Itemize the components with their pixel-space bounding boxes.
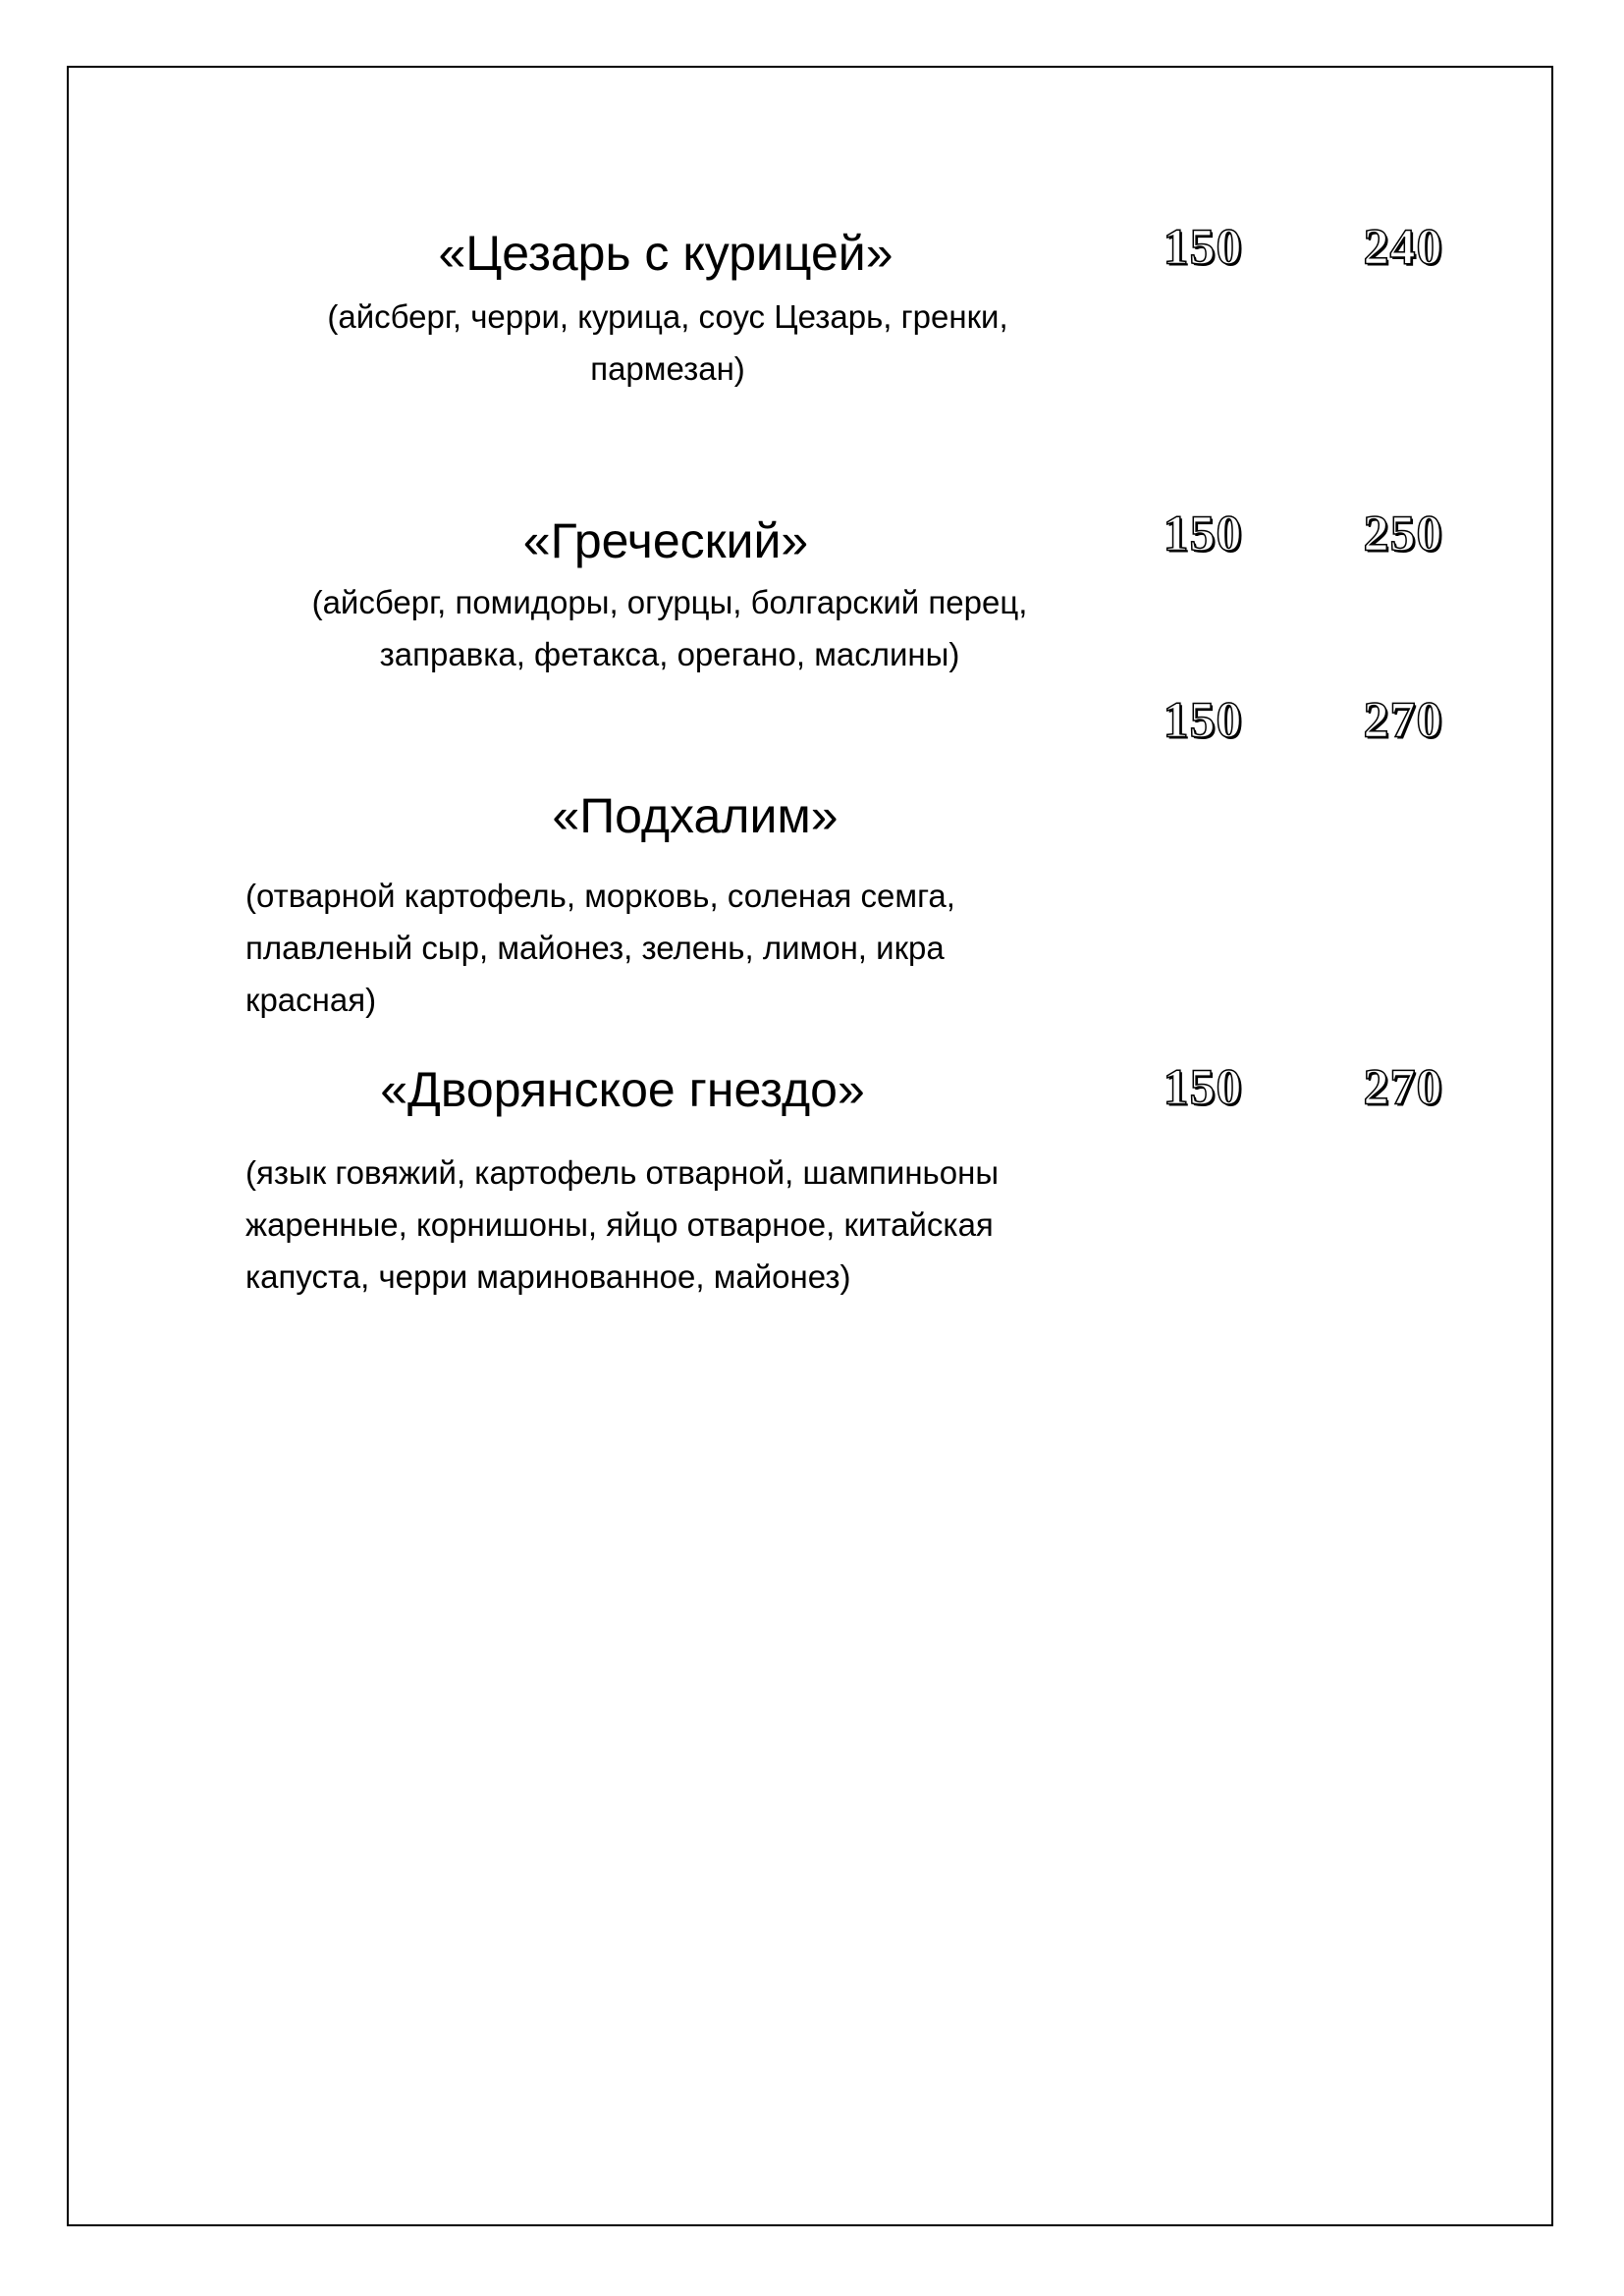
menu-item-title: «Подхалим»: [552, 788, 839, 843]
menu-item-weight: 150: [1163, 506, 1243, 562]
description-line: (айсберг, помидоры, огурцы, болгарский перец,: [311, 584, 1028, 620]
description-line: заправка, фетакса, орегано, маслины): [379, 636, 960, 672]
description-line: жаренные, корнишоны, яйцо отварное, китайская: [245, 1206, 994, 1243]
menu-item-title: «Греческий»: [522, 513, 809, 568]
menu-item-weight: 150: [1163, 1059, 1243, 1116]
menu-item-title: «Цезарь с курицей»: [438, 226, 893, 281]
menu-item-title: «Дворянское гнездо»: [380, 1062, 865, 1117]
description-line: плавленый сыр, майонез, зелень, лимон, икра: [245, 930, 945, 966]
menu-item-price: 270: [1363, 1059, 1443, 1116]
menu-item-description: [327, 291, 1007, 395]
description-line: (айсберг, черри, курица, соус Цезарь, гренки,: [327, 298, 1008, 335]
menu-item-price: 240: [1363, 219, 1443, 276]
menu-item-weight: 150: [1163, 219, 1243, 276]
description-line: капуста, черри маринованное, майонез): [245, 1258, 851, 1295]
description-line: (отварной картофель, морковь, соленая семга,: [245, 878, 955, 914]
menu-item-description: [312, 576, 1028, 680]
menu-item-weight: 150: [1163, 692, 1243, 749]
menu-item-description: [245, 870, 955, 1026]
menu-item-price: 250: [1363, 506, 1443, 562]
description-line: пармезан): [590, 350, 745, 387]
description-line: (язык говяжий, картофель отварной, шампиньоны: [245, 1154, 1000, 1191]
menu-item-price: 270: [1363, 692, 1443, 749]
menu-item-description: [245, 1147, 999, 1303]
description-line: красная): [245, 982, 377, 1018]
